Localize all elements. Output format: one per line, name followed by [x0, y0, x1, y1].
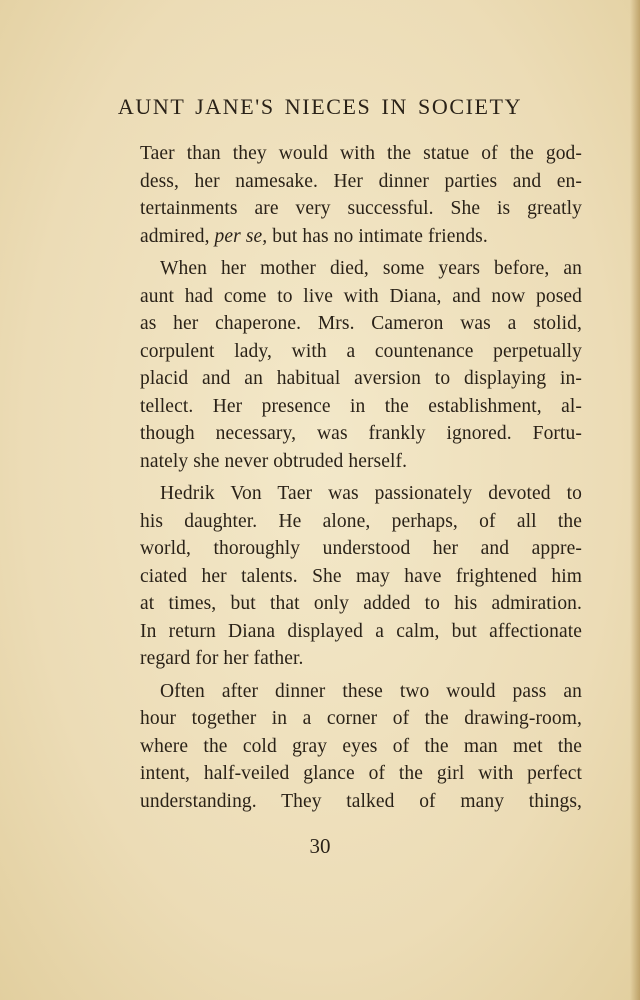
text-line: tellect. Her presence in the establishment, al-: [140, 395, 582, 417]
text-line: aunt had come to live with Diana, and now posed: [140, 285, 582, 307]
text-line: When her mother died, some years before, an: [160, 258, 582, 279]
text-line: his daughter. He alone, perhaps, of all the: [140, 510, 582, 532]
page-number: 30: [309, 834, 331, 858]
running-head: AUNT JANE'S NIECES IN SOCIETY: [117, 94, 523, 119]
text-line: Often after dinner these two would pass an: [160, 680, 582, 702]
italic-phrase: per se,: [214, 225, 268, 247]
text-line: corpulent lady, with a countenance perpetually: [140, 340, 582, 362]
text-line: where the cold gray eyes of the man met the: [140, 735, 582, 757]
text-line: [140, 223, 582, 251]
text-line: at times, but that only added to his admiration.: [140, 593, 582, 614]
text-line: nately she never obtruded herself.: [140, 450, 408, 472]
text-line: placid and an habitual aversion to displaying in-: [140, 368, 582, 389]
paragraph-3: [140, 480, 582, 673]
text-line: Hedrik Von Taer was passionately devoted to: [160, 483, 582, 504]
body-text: [140, 140, 582, 815]
text-line: In return Diana displayed a calm, but affectionate: [140, 620, 582, 642]
text-line: tertainments are very successful. She is greatly: [140, 198, 582, 219]
text-line: ciated her talents. She may have frightened him: [140, 565, 582, 587]
text-line: though necessary, was frankly ignored. Fortu-: [140, 423, 582, 444]
text-run: admired,: [140, 225, 215, 247]
text-line: dess, her namesake. Her dinner parties and en-: [140, 170, 582, 192]
paragraph-1: [140, 140, 582, 250]
text-line: as her chaperone. Mrs. Cameron was a stolid,: [140, 313, 582, 334]
text-line: world, thoroughly understood her and appre-: [140, 538, 582, 559]
text-line: understanding. They talked of many things,: [140, 790, 582, 812]
text-line: hour together in a corner of the drawing-room,: [140, 708, 582, 729]
paragraph-2: [140, 255, 582, 475]
text-line: Taer than they would with the statue of the god-: [140, 143, 582, 164]
text-run: but has no intimate friends.: [267, 225, 488, 247]
text-line: intent, half-veiled glance of the girl with perfect: [140, 763, 582, 784]
text-line: regard for her father.: [140, 648, 304, 669]
paragraph-4: [140, 678, 582, 816]
